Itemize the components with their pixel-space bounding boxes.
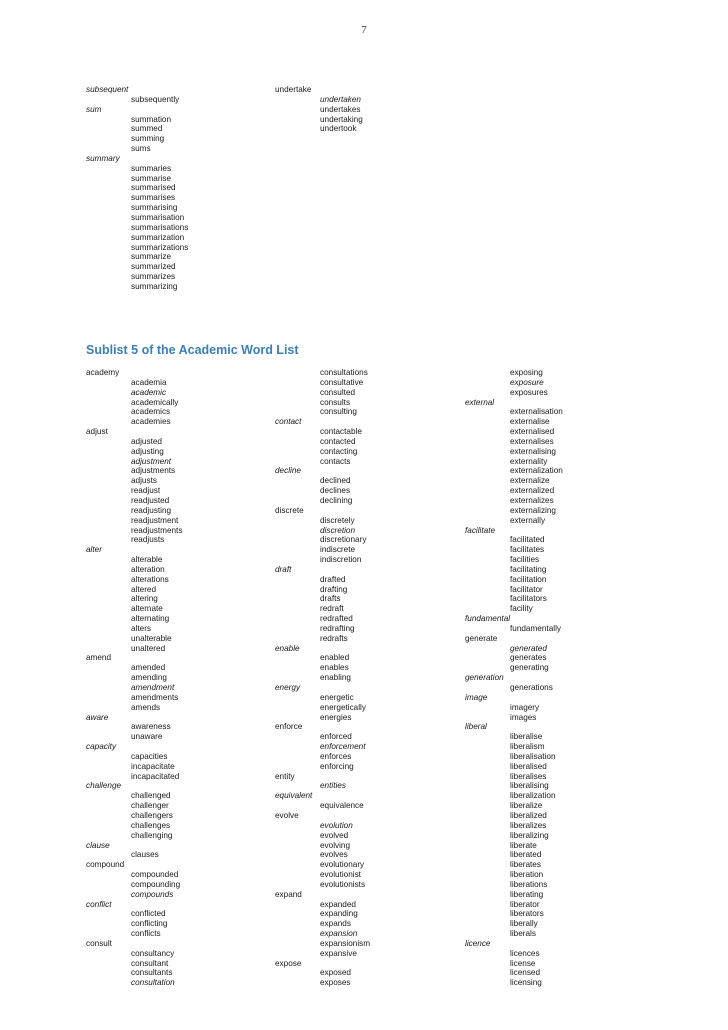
headword: external bbox=[465, 397, 495, 407]
word-form: facilitates bbox=[510, 545, 545, 555]
word-form: incapacitated bbox=[131, 771, 180, 781]
word-form: consultations bbox=[320, 368, 368, 377]
word-form: summation bbox=[131, 114, 172, 124]
word-form: facilities bbox=[510, 555, 540, 565]
word-form: summarizing bbox=[131, 281, 178, 291]
word-form: indiscretion bbox=[320, 555, 362, 565]
word-form: exposed bbox=[320, 968, 351, 978]
headword: draft bbox=[275, 564, 292, 574]
word-form: liberation bbox=[510, 870, 544, 880]
word-form: adjusting bbox=[131, 446, 164, 456]
word-form: alterations bbox=[131, 574, 169, 584]
word-form: liberalizes bbox=[510, 820, 547, 830]
word-form: facilitators bbox=[510, 594, 547, 604]
word-form: indiscrete bbox=[320, 545, 356, 555]
word-form: contactable bbox=[320, 427, 362, 437]
headword: enable bbox=[275, 643, 300, 653]
word-form: summarised bbox=[131, 183, 176, 193]
headword: expand bbox=[275, 889, 302, 899]
headword: clause bbox=[86, 840, 110, 850]
word-form: discretion bbox=[320, 525, 356, 535]
word-form: expansive bbox=[320, 948, 357, 958]
word-form: undertaking bbox=[320, 114, 363, 124]
word-form: summarising bbox=[131, 203, 178, 213]
word-form: summarizes bbox=[131, 272, 176, 282]
headword: discrete bbox=[275, 505, 304, 515]
headword: contact bbox=[275, 417, 302, 427]
word-form: challenged bbox=[131, 791, 171, 801]
word-form: declines bbox=[320, 486, 351, 496]
word-form: incapacitate bbox=[131, 761, 175, 771]
word-form: generated bbox=[510, 643, 547, 653]
word-form: redraft bbox=[320, 604, 344, 614]
word-form: drafted bbox=[320, 574, 346, 584]
word-form: academies bbox=[131, 417, 171, 427]
word-form: unaware bbox=[131, 732, 163, 742]
word-form: consultants bbox=[131, 968, 173, 978]
word-form: alternate bbox=[131, 604, 163, 614]
word-form: liberated bbox=[510, 850, 542, 860]
word-form: capacities bbox=[131, 751, 168, 761]
word-form: liberally bbox=[510, 919, 538, 929]
word-form: externality bbox=[510, 456, 548, 466]
word-form: enforced bbox=[320, 732, 352, 742]
word-form: altering bbox=[131, 594, 158, 604]
word-form: discretely bbox=[320, 515, 355, 525]
word-form: consultation bbox=[131, 978, 175, 988]
word-form: summarized bbox=[131, 262, 176, 272]
word-form: redrafts bbox=[320, 633, 348, 643]
word-form: exposures bbox=[510, 387, 548, 397]
word-column-3 bbox=[465, 368, 563, 988]
word-form: externalizing bbox=[510, 505, 556, 515]
word-form: enforcement bbox=[320, 742, 366, 752]
word-form: readjustments bbox=[131, 525, 183, 535]
word-form: liberating bbox=[510, 889, 544, 899]
headword: expose bbox=[275, 958, 302, 968]
word-form: summarisation bbox=[131, 212, 185, 222]
word-form: liberates bbox=[510, 860, 541, 870]
word-form: liberate bbox=[510, 840, 537, 850]
word-form: evolving bbox=[320, 840, 351, 850]
word-form: declining bbox=[320, 495, 353, 505]
word-form: exposing bbox=[510, 368, 543, 377]
word-form: conflicting bbox=[131, 919, 168, 929]
word-form: facilitating bbox=[510, 564, 547, 574]
word-form: alternating bbox=[131, 614, 170, 624]
word-form: drafts bbox=[320, 594, 341, 604]
word-form: liberalisation bbox=[510, 751, 556, 761]
word-form: subsequently bbox=[131, 94, 180, 104]
word-form: externalises bbox=[510, 436, 554, 446]
word-form: challenging bbox=[131, 830, 173, 840]
headword: amend bbox=[86, 653, 112, 663]
word-form: enabling bbox=[320, 673, 351, 683]
headword: academy bbox=[86, 368, 120, 377]
word-form: readjusts bbox=[131, 535, 165, 545]
word-form: license bbox=[510, 958, 536, 968]
word-form: challengers bbox=[131, 810, 173, 820]
word-form: fundamentally bbox=[510, 623, 561, 633]
word-column-2 bbox=[275, 368, 370, 988]
word-form: undertaken bbox=[320, 94, 361, 104]
headword: undertake bbox=[275, 85, 312, 94]
word-form: enabled bbox=[320, 653, 350, 663]
word-form: liberations bbox=[510, 879, 548, 889]
word-form: liberators bbox=[510, 909, 544, 919]
headword: generation bbox=[465, 673, 504, 683]
word-form: adjustments bbox=[131, 466, 176, 476]
word-column-top-2 bbox=[275, 85, 363, 134]
word-form: altered bbox=[131, 584, 157, 594]
word-form: liberalism bbox=[510, 742, 545, 752]
word-form: compounded bbox=[131, 870, 179, 880]
word-form: energetic bbox=[320, 692, 354, 702]
word-form: summarize bbox=[131, 252, 172, 262]
word-form: unaltered bbox=[131, 643, 166, 653]
word-form: consultative bbox=[320, 377, 364, 387]
word-form: equivalence bbox=[320, 801, 364, 811]
word-form: externalising bbox=[510, 446, 556, 456]
word-form: enforces bbox=[320, 751, 352, 761]
word-form: exposes bbox=[320, 978, 351, 988]
word-form: liberator bbox=[510, 899, 540, 909]
headword: entity bbox=[275, 771, 295, 781]
word-form: externalise bbox=[510, 417, 550, 427]
word-form: consults bbox=[320, 397, 351, 407]
headword: sum bbox=[86, 104, 102, 114]
word-form: readjust bbox=[131, 486, 161, 496]
headword: alter bbox=[86, 545, 102, 555]
headword: fundamental bbox=[465, 614, 511, 624]
headword: facilitate bbox=[465, 525, 496, 535]
word-form: liberalized bbox=[510, 810, 547, 820]
word-form: facilitated bbox=[510, 535, 545, 545]
word-form: redrafting bbox=[320, 623, 355, 633]
word-form: undertook bbox=[320, 124, 357, 134]
word-form: externalisation bbox=[510, 407, 563, 417]
word-form: evolved bbox=[320, 830, 349, 840]
word-form: summarises bbox=[131, 193, 176, 203]
word-form: enforcing bbox=[320, 761, 354, 771]
word-form: amendment bbox=[131, 683, 175, 692]
word-form: compounding bbox=[131, 879, 181, 889]
word-form: liberalising bbox=[510, 781, 549, 791]
headword: challenge bbox=[86, 781, 122, 791]
word-form: evolutionists bbox=[320, 879, 366, 889]
word-form: liberalizing bbox=[510, 830, 549, 840]
word-form: liberalises bbox=[510, 771, 547, 781]
word-form: enables bbox=[320, 663, 349, 673]
word-form: expands bbox=[320, 919, 351, 929]
word-form: academia bbox=[131, 377, 167, 387]
word-form: exposure bbox=[510, 377, 544, 387]
word-form: unalterable bbox=[131, 633, 172, 643]
word-form: licences bbox=[510, 948, 540, 958]
word-form: academics bbox=[131, 407, 171, 417]
word-form: contacting bbox=[320, 446, 358, 456]
word-form: clauses bbox=[131, 850, 159, 860]
word-form: consultancy bbox=[131, 948, 175, 958]
word-form: licensed bbox=[510, 968, 541, 978]
word-form: summed bbox=[131, 124, 163, 134]
word-form: externalized bbox=[510, 486, 555, 496]
word-form: entities bbox=[320, 781, 346, 791]
headword: aware bbox=[86, 712, 109, 722]
word-form: consultant bbox=[131, 958, 169, 968]
word-form: generating bbox=[510, 663, 549, 673]
word-form: externalised bbox=[510, 427, 555, 437]
word-form: liberalization bbox=[510, 791, 556, 801]
word-form: evolutionist bbox=[320, 870, 361, 880]
word-form: adjusts bbox=[131, 476, 157, 486]
word-form: summarisations bbox=[131, 222, 189, 232]
word-form: declined bbox=[320, 476, 351, 486]
word-form: externalization bbox=[510, 466, 563, 476]
word-form: amended bbox=[131, 663, 166, 673]
word-form: evolutionary bbox=[320, 860, 365, 870]
sublist-heading: Sublist 5 of the Academic Word List bbox=[86, 343, 299, 357]
word-form: externally bbox=[510, 515, 546, 525]
headword: subsequent bbox=[86, 85, 129, 94]
word-form: challenger bbox=[131, 801, 169, 811]
word-form: images bbox=[510, 712, 537, 722]
word-column-top-1 bbox=[86, 85, 188, 292]
headword: image bbox=[465, 692, 488, 702]
headword: liberal bbox=[465, 722, 487, 732]
word-form: conflicts bbox=[131, 929, 161, 939]
word-form: academic bbox=[131, 387, 167, 397]
word-form: facility bbox=[510, 604, 533, 614]
headword: energy bbox=[275, 683, 301, 692]
word-form: consulted bbox=[320, 387, 356, 397]
word-form: summarization bbox=[131, 232, 185, 242]
headword: equivalent bbox=[275, 791, 313, 801]
word-form: licensing bbox=[510, 978, 542, 988]
word-form: drafting bbox=[320, 584, 348, 594]
headword: generate bbox=[465, 633, 498, 643]
word-form: contacted bbox=[320, 436, 356, 446]
word-form: energetically bbox=[320, 702, 366, 712]
word-form: compounds bbox=[131, 889, 174, 899]
word-form: undertakes bbox=[320, 104, 361, 114]
headword: decline bbox=[275, 466, 301, 476]
word-form: liberalised bbox=[510, 761, 547, 771]
word-form: alterable bbox=[131, 555, 163, 565]
word-form: sums bbox=[131, 144, 151, 154]
word-form: adjustment bbox=[131, 456, 172, 466]
word-form: summarizations bbox=[131, 242, 189, 252]
headword: consult bbox=[86, 938, 112, 948]
word-form: expanding bbox=[320, 909, 358, 919]
word-form: discretionary bbox=[320, 535, 367, 545]
word-column-1 bbox=[86, 368, 182, 988]
word-form: readjusted bbox=[131, 495, 170, 505]
word-form: summarise bbox=[131, 173, 172, 183]
word-form: contacts bbox=[320, 456, 351, 466]
headword: enforce bbox=[275, 722, 303, 732]
word-form: adjusted bbox=[131, 436, 162, 446]
word-form: challenges bbox=[131, 820, 171, 830]
word-form: amends bbox=[131, 702, 161, 712]
word-form: redrafted bbox=[320, 614, 353, 624]
word-form: generates bbox=[510, 653, 547, 663]
headword: compound bbox=[86, 860, 125, 870]
page-number: 7 bbox=[361, 24, 367, 36]
word-form: evolves bbox=[320, 850, 348, 860]
headword: licence bbox=[465, 938, 491, 948]
word-form: imagery bbox=[510, 702, 540, 712]
word-form: amending bbox=[131, 673, 167, 683]
headword: capacity bbox=[86, 742, 117, 752]
word-form: energies bbox=[320, 712, 352, 722]
headword: adjust bbox=[86, 427, 108, 437]
word-form: readjusting bbox=[131, 505, 172, 515]
word-form: awareness bbox=[131, 722, 171, 732]
word-form: liberalize bbox=[510, 801, 543, 811]
word-form: evolution bbox=[320, 820, 353, 830]
word-form: expansion bbox=[320, 929, 358, 939]
word-form: externalizes bbox=[510, 495, 554, 505]
word-form: facilitation bbox=[510, 574, 547, 584]
word-form: amendments bbox=[131, 692, 179, 702]
word-form: alteration bbox=[131, 564, 165, 574]
word-form: facilitator bbox=[510, 584, 543, 594]
headword: evolve bbox=[275, 810, 299, 820]
word-form: academically bbox=[131, 397, 179, 407]
word-form: externalize bbox=[510, 476, 550, 486]
word-form: liberals bbox=[510, 929, 536, 939]
word-form: generations bbox=[510, 683, 553, 692]
word-form: readjustment bbox=[131, 515, 179, 525]
word-form: summaries bbox=[131, 163, 172, 173]
word-form: consulting bbox=[320, 407, 357, 417]
word-form: liberalise bbox=[510, 732, 543, 742]
word-form: conflicted bbox=[131, 909, 166, 919]
word-form: summing bbox=[131, 134, 165, 144]
headword: conflict bbox=[86, 899, 112, 909]
word-form: alters bbox=[131, 623, 152, 633]
word-form: expansionism bbox=[320, 938, 371, 948]
word-form: expanded bbox=[320, 899, 356, 909]
headword: summary bbox=[86, 153, 120, 163]
